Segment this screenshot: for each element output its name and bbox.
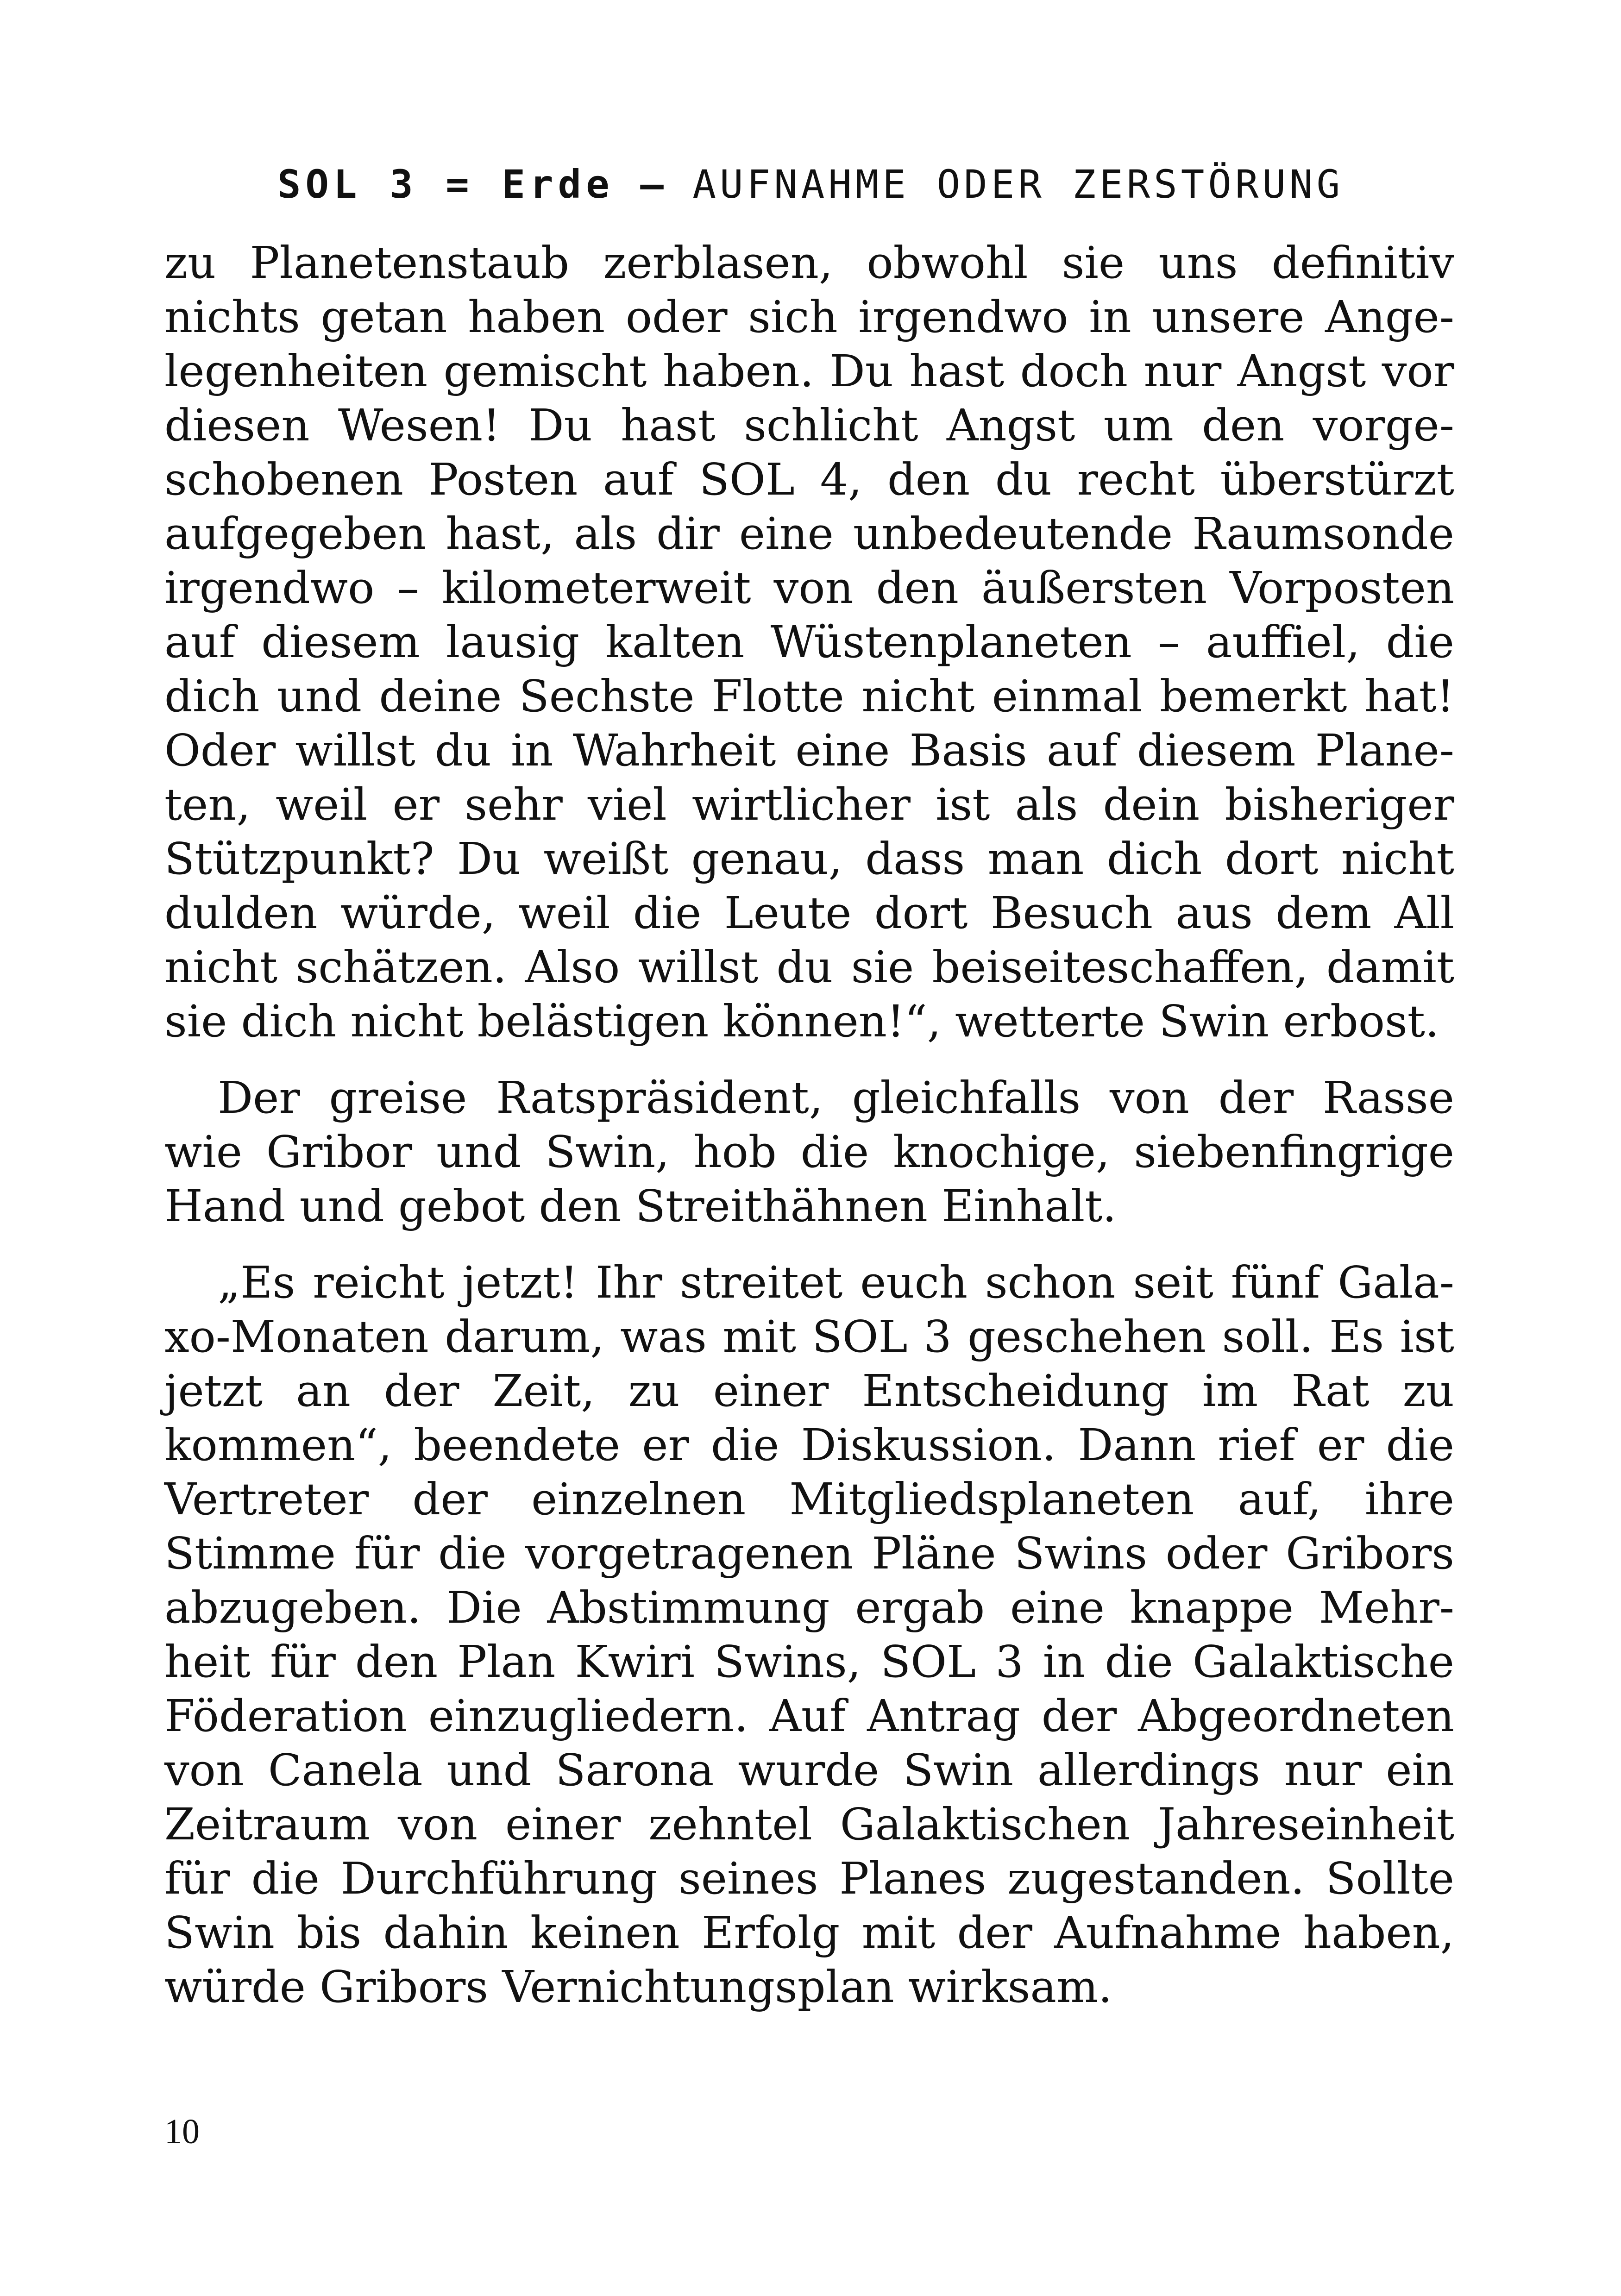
running-head-subtitle: AUFNAHME ODER ZERSTÖRUNG <box>692 162 1344 207</box>
paragraph-2: Der greise Ratspräsident, gleichfalls von der Rasse wie Gribor und Swin, hob die knochige, siebenfingrige Hand und gebot den Streithähnen Einhalt. <box>164 1073 1454 1232</box>
paragraph-3: „Es reicht jetzt! Ihr streitet euch schon seit fünf Galaxo-Monaten darum, was mit SOL 3 geschehen soll. Es ist jetzt an der Zeit, zu einer Entscheidung im Rat zu kommen“, beendete er die Diskussion. Dann rief er die Vertreter der einzelnen Mitgliedsplaneten auf, ihre Stimme für die vorgetragenen Pläne Swins oder Gribors abzugeben. Die Abstimmung ergab eine knappe Mehrheit für den Plan Kwiri Swins, SOL 3 in die Galaktische Föderation einzugliedern. Auf Antrag der Abgeordneten von Canela und Sarona wurde Swin allerdings nur ein Zeitraum von einer zehntel Galaktischen Jahreseinheit für die Durchführung seines Planes zugestanden. Sollte Swin bis dahin keinen Erfolg mit der Aufnahme haben, würde Gribors Vernichtungsplan wirksam. <box>164 1257 1454 2013</box>
body-text <box>164 236 1454 2037</box>
running-head-title: SOL 3 = Erde <box>277 162 614 207</box>
running-head <box>0 161 1621 208</box>
page-number: 10 <box>164 2112 200 2151</box>
running-head-separator: – <box>614 162 693 207</box>
paragraph-1: zu Planetenstaub zerblasen, obwohl sie uns definitiv nichts getan haben oder sich irgendwo in unsere Angelegenheiten gemischt haben. Du hast doch nur Angst vor diesen Wesen! Du hast schlicht Angst um den vorgeschobenen Posten auf SOL 4, den du recht überstürzt aufgegeben hast, als dir eine unbedeutende Raumsonde irgendwo – kilometerweit von den äußersten Vorposten auf diesem lausig kalten Wüstenplaneten – auffiel, die dich und deine Sechste Flotte nicht einmal bemerkt hat! Oder willst du in Wahrheit eine Basis auf diesem Planeten, weil er sehr viel wirtlicher ist als dein bisheriger Stützpunkt? Du weißt genau, dass man dich dort nicht dulden würde, weil die Leute dort Besuch aus dem All nicht schätzen. Also willst du sie beiseiteschaffen, damit sie dich nicht belästigen können!“, wetterte Swin erbost. <box>164 238 1454 1047</box>
